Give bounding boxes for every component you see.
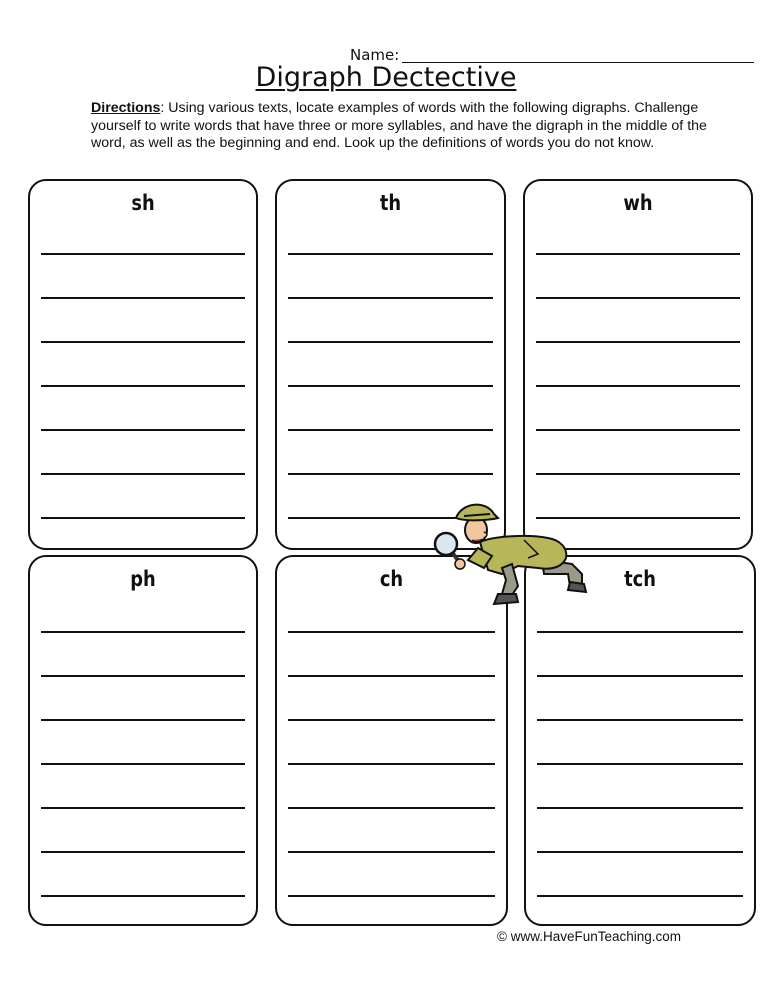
answer-line[interactable]: [41, 807, 245, 809]
page-title: Digraph Dectective: [255, 62, 517, 93]
answer-line[interactable]: [537, 895, 743, 897]
answer-line[interactable]: [537, 631, 743, 633]
directions-label: Directions: [91, 100, 161, 116]
answer-line[interactable]: [41, 253, 245, 255]
answer-line[interactable]: [288, 895, 495, 897]
answer-line[interactable]: [536, 297, 740, 299]
copyright-footer: © www.HaveFunTeaching.com: [497, 929, 682, 944]
answer-line[interactable]: [537, 763, 743, 765]
answer-line[interactable]: [288, 341, 493, 343]
answer-line[interactable]: [288, 297, 493, 299]
answer-line[interactable]: [41, 675, 245, 677]
answer-line[interactable]: [41, 429, 245, 431]
answer-line[interactable]: [288, 807, 495, 809]
digraph-heading: wh: [623, 191, 653, 215]
answer-line[interactable]: [288, 851, 495, 853]
digraph-box-sh: [28, 179, 258, 550]
answer-line[interactable]: [41, 341, 245, 343]
answer-line[interactable]: [41, 895, 245, 897]
answer-line[interactable]: [537, 807, 743, 809]
answer-line[interactable]: [41, 631, 245, 633]
answer-line[interactable]: [288, 253, 493, 255]
answer-line[interactable]: [288, 719, 495, 721]
answer-line[interactable]: [41, 851, 245, 853]
digraph-heading: ch: [379, 567, 404, 591]
digraph-heading: sh: [131, 191, 155, 215]
answer-line[interactable]: [288, 675, 495, 677]
directions-paragraph: [91, 100, 711, 153]
answer-line[interactable]: [41, 385, 245, 387]
digraph-box-ph: [28, 555, 258, 926]
answer-line[interactable]: [288, 763, 495, 765]
digraph-heading: th: [379, 191, 402, 215]
digraph-heading: tch: [624, 567, 656, 591]
answer-line[interactable]: [41, 297, 245, 299]
answer-line[interactable]: [288, 631, 495, 633]
answer-line[interactable]: [537, 719, 743, 721]
name-label: Name:: [350, 46, 400, 64]
answer-line[interactable]: [536, 473, 740, 475]
answer-line[interactable]: [41, 517, 245, 519]
answer-line[interactable]: [41, 719, 245, 721]
answer-line[interactable]: [536, 429, 740, 431]
directions-text: : Using various texts, locate examples of words with the following digraphs. Challenge yourself to write words that have three or more syllables, and have the digraph in the middle of the word, as well as the beginning and end. Look up the definitions of words you do not know.: [91, 100, 707, 151]
answer-line[interactable]: [536, 341, 740, 343]
answer-line[interactable]: [41, 763, 245, 765]
detective-with-magnifying-glass-icon: [432, 494, 592, 612]
answer-line[interactable]: [288, 473, 493, 475]
digraph-heading: ph: [130, 567, 156, 591]
answer-line[interactable]: [536, 385, 740, 387]
answer-line[interactable]: [288, 385, 493, 387]
answer-line[interactable]: [288, 429, 493, 431]
answer-line[interactable]: [537, 851, 743, 853]
answer-line[interactable]: [41, 473, 245, 475]
answer-line[interactable]: [536, 253, 740, 255]
answer-line[interactable]: [537, 675, 743, 677]
